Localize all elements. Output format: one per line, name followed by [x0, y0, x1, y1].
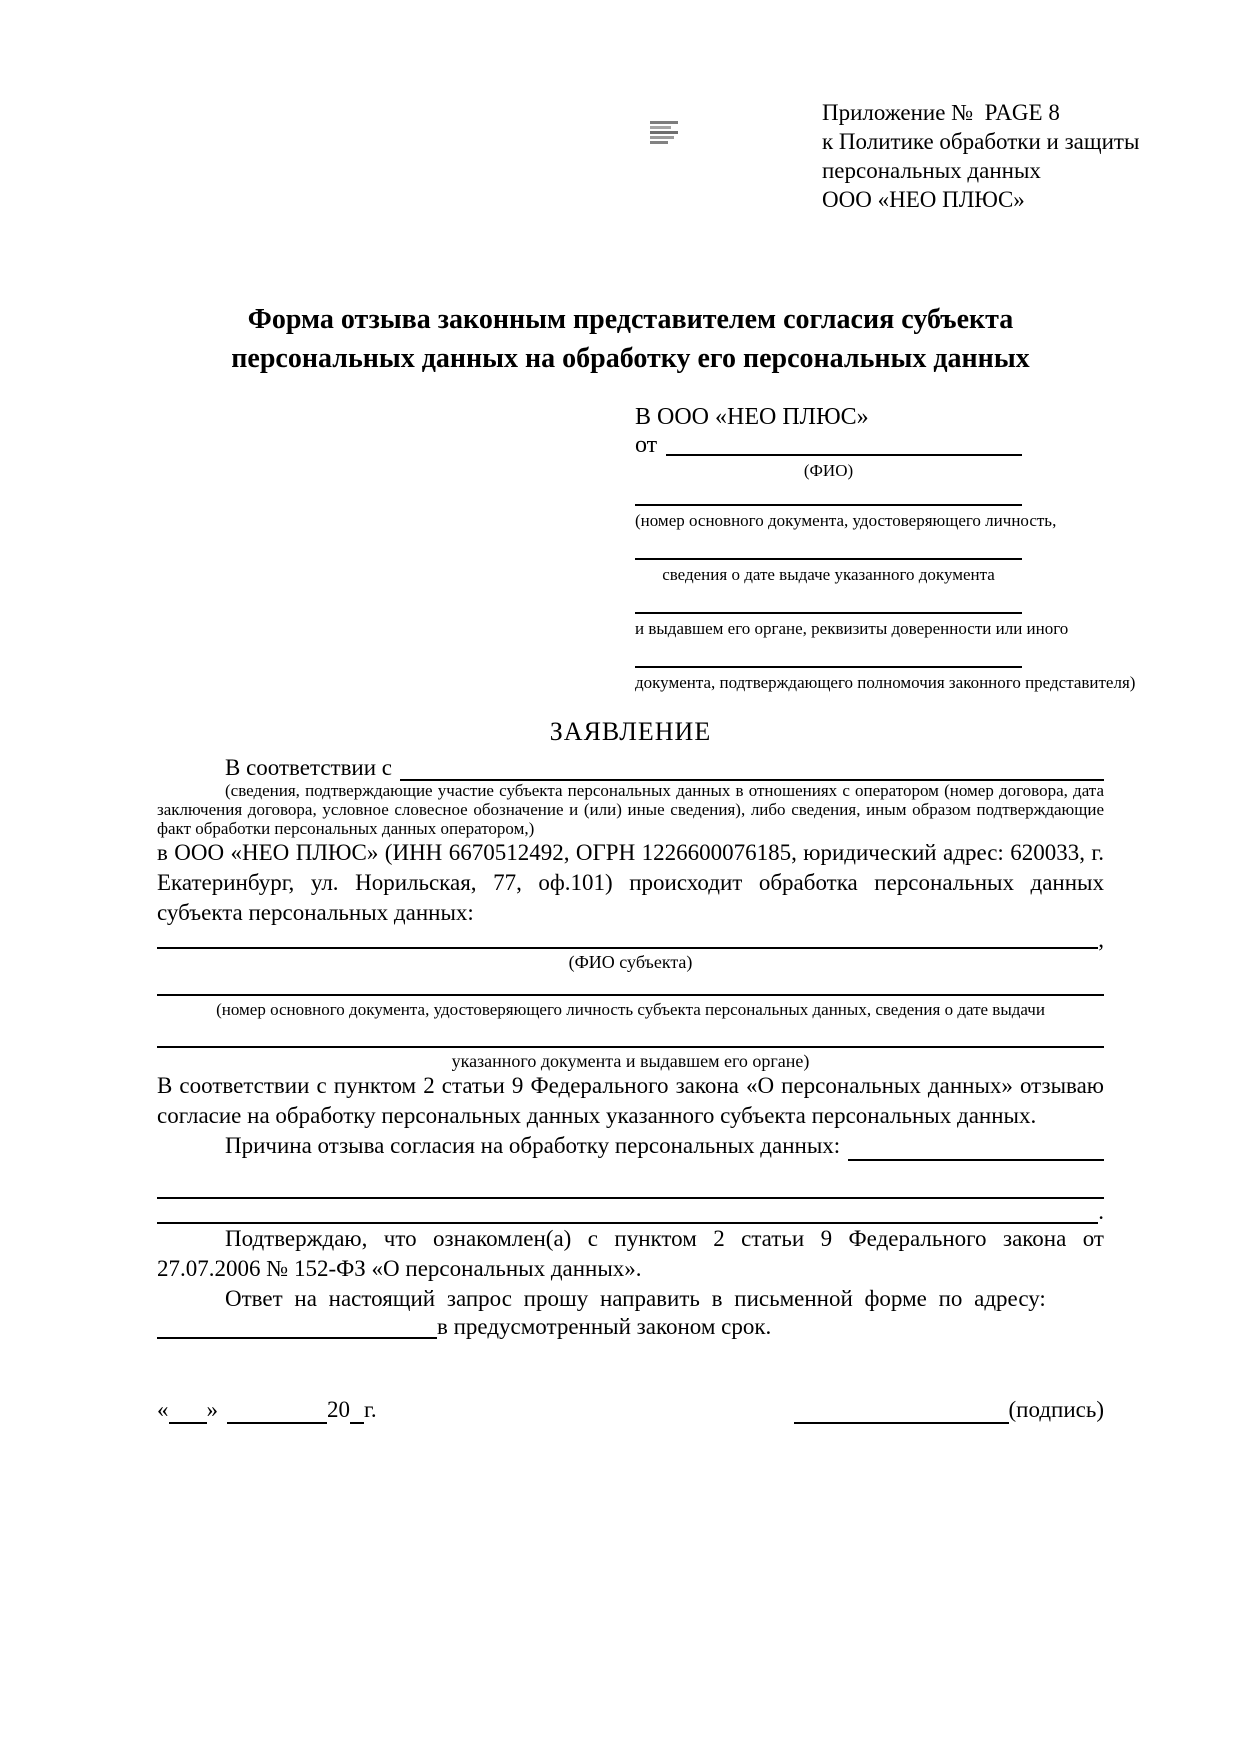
doc-issue-date-caption: сведения о дате выдаче указанного документа — [662, 565, 995, 584]
reason-line-period: . — [1098, 1199, 1104, 1224]
doc-authority-field-line[interactable] — [635, 585, 1022, 614]
representative-doc-number-field-line[interactable] — [635, 481, 1022, 506]
form-title-line-1: Форма отзыва законным представителем согласия субъекта — [247, 304, 1014, 335]
reply-address-row — [157, 1314, 1104, 1339]
policy-line-2: персональных данных — [822, 158, 1041, 183]
appendix-header — [822, 98, 1182, 214]
authority-proof-caption: документа, подтверждающего полномочия законного представителя) — [635, 673, 1136, 692]
withdraw-paragraph: В соответствии с пунктом 2 статьи 9 Федерального закона «О персональных данных» отзываю согласие на обработку персональных данных указанного субъекта персональных данных. — [157, 1073, 1104, 1128]
doc-issue-date-field-line[interactable] — [635, 531, 1022, 560]
form-title-line-2: персональных данных на обработку его персональных данных — [231, 343, 1030, 374]
year-suffix: г. — [364, 1397, 377, 1422]
signature-caption: (подпись) — [1008, 1397, 1104, 1422]
year-prefix: 20 — [327, 1397, 350, 1422]
subject-doc-field-line-2[interactable] — [157, 1020, 1104, 1048]
basis-row — [157, 754, 1104, 781]
subject-fio-caption: (ФИО субъекта) — [568, 952, 693, 972]
statement-body — [157, 716, 1104, 1424]
fio-caption: (ФИО) — [803, 461, 854, 480]
doc-number-caption: (номер основного документа, удостоверяющего личность, — [635, 511, 1057, 530]
addressee-block — [635, 400, 1136, 693]
confirm-paragraph: Подтверждаю, что ознакомлен(а) с пунктом 2 статьи 9 Федерального закона от 27.07.2006 № 152-ФЗ «О персональных данных». — [157, 1226, 1104, 1281]
open-quote: « — [157, 1397, 169, 1422]
from-label: от — [635, 432, 658, 458]
basis-field-line[interactable] — [400, 763, 1104, 781]
from-row — [635, 434, 1022, 456]
reply-address-paragraph: Ответ на настоящий запрос прошу направить в письменной форме по адресу: — [225, 1286, 1046, 1311]
reason-continuation-line-1[interactable] — [157, 1177, 1104, 1199]
reason-label: Причина отзыва согласия на обработку персональных данных: — [225, 1133, 841, 1158]
signature-date-row — [157, 1396, 1104, 1424]
subject-line-comma: , — [1098, 927, 1104, 952]
year-field-line[interactable] — [350, 1404, 364, 1424]
month-field-line[interactable] — [227, 1404, 327, 1424]
reply-deadline-text: в предусмотренный законом срок. — [437, 1314, 772, 1339]
subject-doc-caption-1: (номер основного документа, удостоверяющего личность субъекта персональных данных, сведения о дате выдачи — [216, 1000, 1045, 1019]
close-quote: » — [206, 1397, 218, 1422]
organization-line: ООО «НЕО ПЛЮС» — [822, 187, 1025, 212]
subject-doc-field-line[interactable] — [157, 972, 1104, 996]
form-title — [157, 300, 1104, 378]
policy-line-1: к Политике обработки и защиты — [822, 129, 1140, 154]
statement-heading: ЗАЯВЛЕНИЕ — [549, 717, 712, 746]
subject-fio-field-line[interactable] — [157, 929, 1098, 949]
subject-doc-caption-2: указанного документа и выдавшем его органе) — [451, 1051, 810, 1071]
reply-address-field-line[interactable] — [157, 1317, 437, 1339]
reason-row — [157, 1131, 1104, 1161]
operator-paragraph: в ООО «НЕО ПЛЮС» (ИНН 6670512492, ОГРН 1226600076185, юридический адрес: 620033, г. Екатеринбург, ул. Норильская, 77, оф.101) происходит обработка персональных данных субъекта персональных данных: — [157, 840, 1104, 925]
appendix-number-line: Приложение № PAGE 8 — [822, 100, 1060, 125]
authority-proof-field-line[interactable] — [635, 639, 1022, 668]
signature-group — [794, 1396, 1104, 1424]
date-group — [157, 1396, 377, 1424]
text-lines-icon — [650, 121, 678, 146]
reason-continuation-line-2[interactable] — [157, 1204, 1098, 1224]
signature-field-line[interactable] — [794, 1404, 1009, 1424]
basis-footnote: (сведения, подтверждающие участие субъекта персональных данных в отношениях с оператором (номер договора, дата заключения договора, условное словесное обозначение и (или) иные сведения), либо сведения, иным образом подтверждающие факт обработки персональных данных оператором,) — [157, 781, 1104, 838]
doc-authority-caption: и выдавшем его органе, реквизиты доверенности или иного — [635, 619, 1069, 638]
representative-fio-field-line[interactable] — [666, 436, 1022, 456]
day-field-line[interactable] — [169, 1404, 207, 1424]
reason-continuation-row — [157, 1199, 1104, 1224]
subject-fio-row — [157, 927, 1104, 952]
basis-label: В соответствии с — [225, 755, 393, 780]
addressee-organization: В ООО «НЕО ПЛЮС» — [635, 404, 869, 430]
reason-field-line[interactable] — [848, 1141, 1104, 1161]
